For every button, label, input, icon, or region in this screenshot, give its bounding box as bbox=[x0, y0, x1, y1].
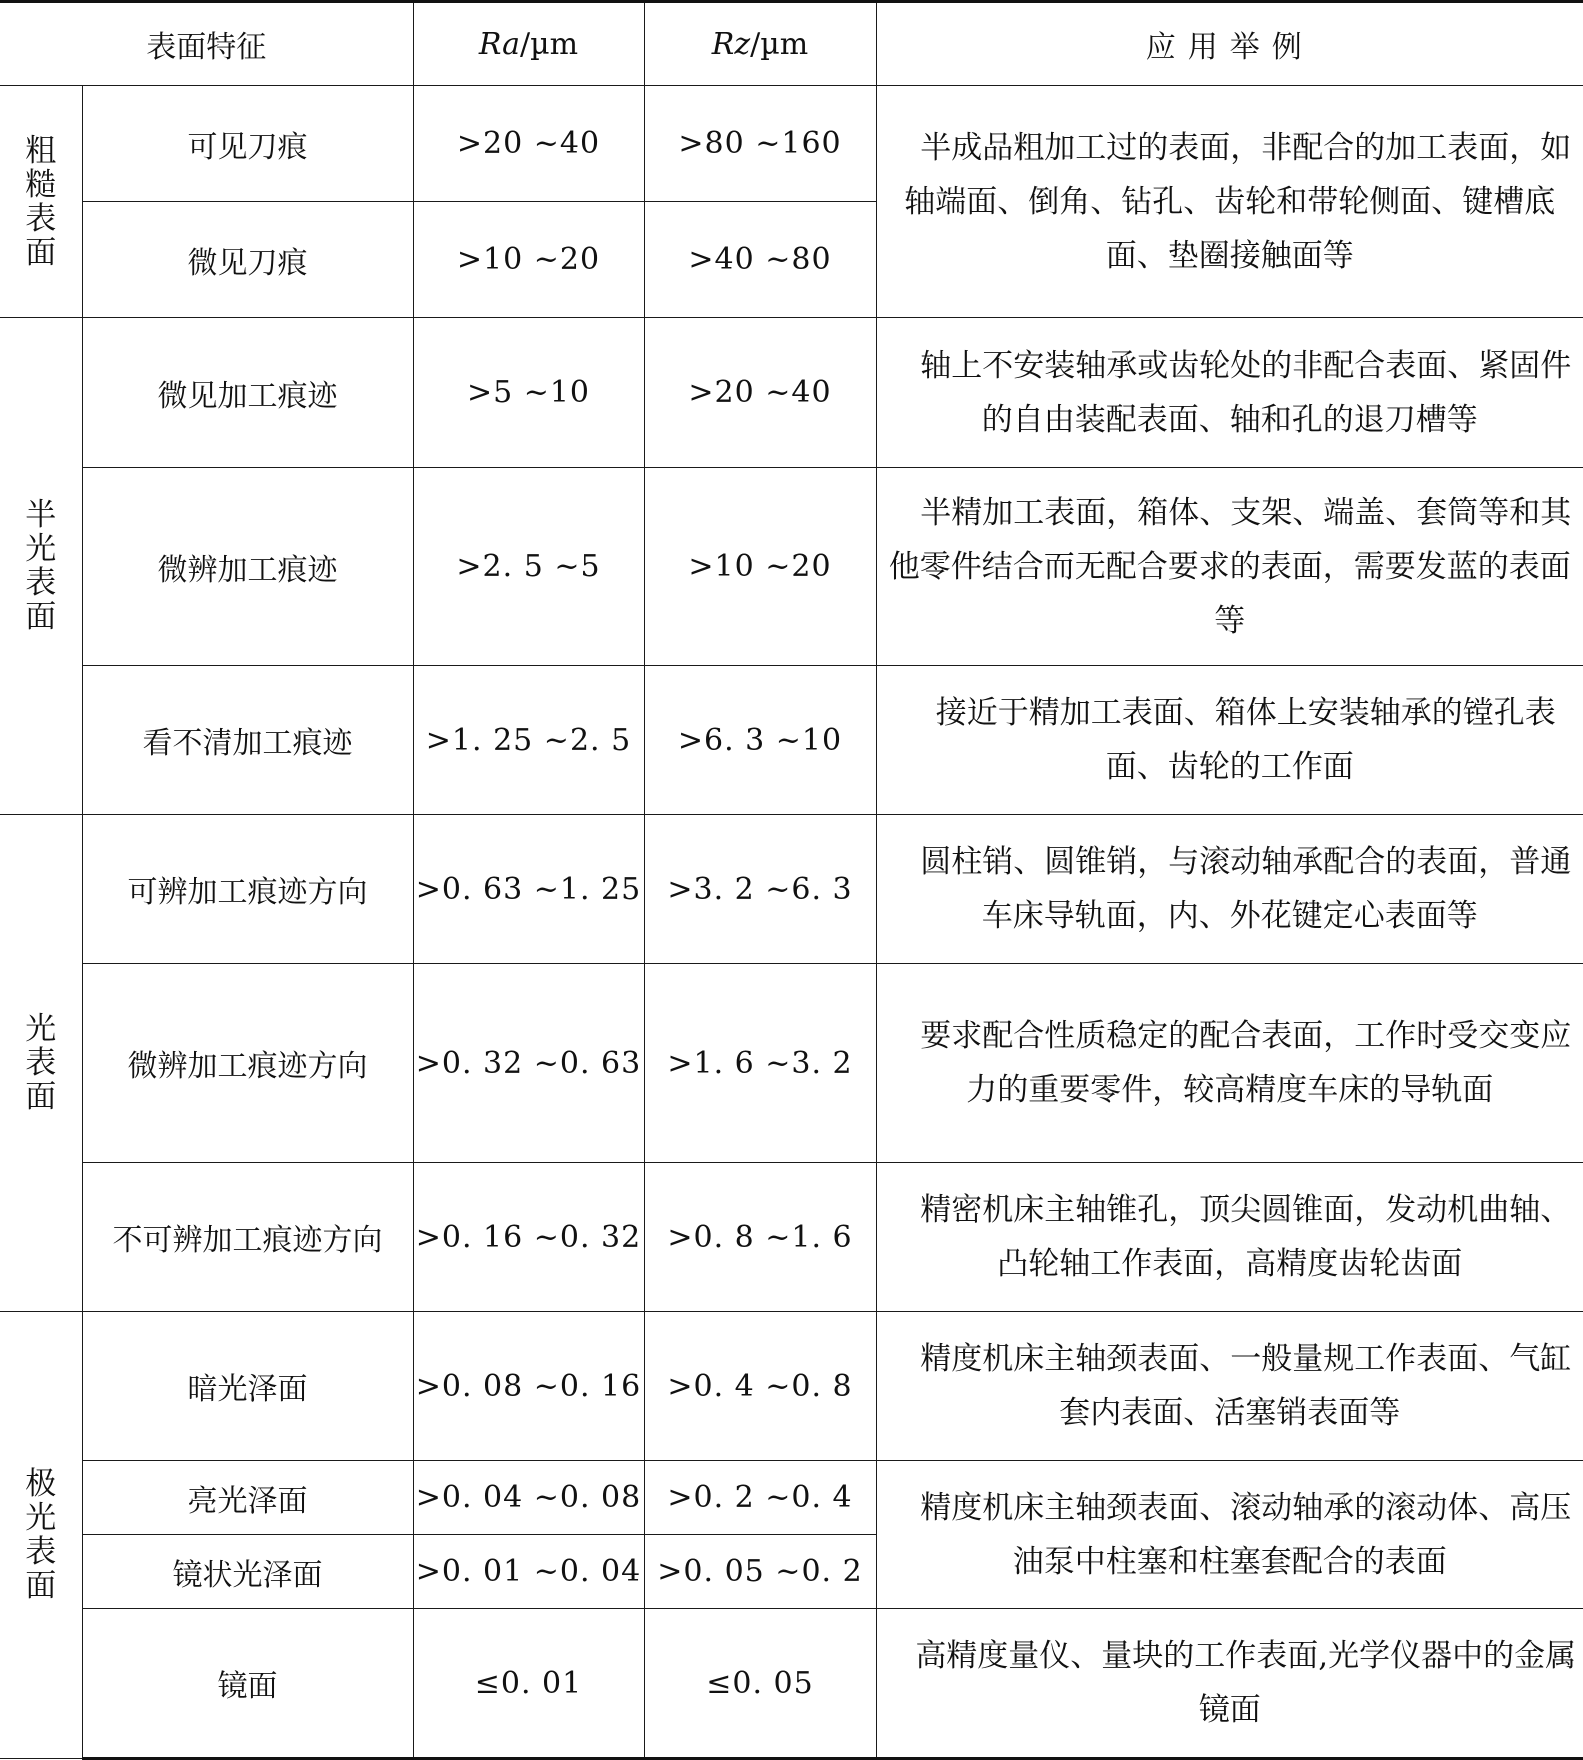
application-cell: 半精加工表面，箱体、支架、端盖、套筒等和其他零件结合而无配合要求的表面，需要发蓝的表面等 bbox=[876, 468, 1583, 666]
table-row bbox=[0, 964, 1583, 1163]
ra-cell: ≤0. 01 bbox=[413, 1609, 644, 1759]
ra-cell: >0. 16 ~0. 32 bbox=[413, 1163, 644, 1312]
feature-cell: 亮光泽面 bbox=[82, 1461, 413, 1535]
rz-cell: >6. 3 ~10 bbox=[644, 666, 876, 815]
application-cell: 精度机床主轴颈表面、滚动轴承的滚动体、高压油泵中柱塞和柱塞套配合的表面 bbox=[876, 1461, 1583, 1609]
ra-cell: >1. 25 ~2. 5 bbox=[413, 666, 644, 815]
table-row bbox=[0, 1609, 1583, 1759]
rz-cell: >0. 4 ~0. 8 bbox=[644, 1312, 876, 1461]
rz-cell: >0. 2 ~0. 4 bbox=[644, 1461, 876, 1535]
header-ra bbox=[413, 2, 644, 86]
application-cell: 高精度量仪、量块的工作表面,光学仪器中的金属镜面 bbox=[876, 1609, 1583, 1759]
header-application: 应用举例 bbox=[876, 2, 1583, 86]
table-row bbox=[0, 815, 1583, 964]
table-row bbox=[0, 1163, 1583, 1312]
rz-unit: /µm bbox=[750, 26, 809, 62]
ra-cell: >0. 01 ~0. 04 bbox=[413, 1535, 644, 1609]
table-header-row bbox=[0, 2, 1583, 86]
rz-cell: >80 ~160 bbox=[644, 86, 876, 202]
feature-cell: 微辨加工痕迹方向 bbox=[82, 964, 413, 1163]
header-rz bbox=[644, 2, 876, 86]
feature-cell: 看不清加工痕迹 bbox=[82, 666, 413, 815]
rz-cell: >1. 6 ~3. 2 bbox=[644, 964, 876, 1163]
ra-cell: >0. 32 ~0. 63 bbox=[413, 964, 644, 1163]
feature-cell: 不可辨加工痕迹方向 bbox=[82, 1163, 413, 1312]
group-label-rough: 粗糙表面 bbox=[0, 86, 82, 318]
feature-cell: 微见加工痕迹 bbox=[82, 318, 413, 468]
rz-cell: >3. 2 ~6. 3 bbox=[644, 815, 876, 964]
feature-cell: 可辨加工痕迹方向 bbox=[82, 815, 413, 964]
feature-cell: 微见刀痕 bbox=[82, 202, 413, 318]
feature-cell: 镜状光泽面 bbox=[82, 1535, 413, 1609]
application-cell: 要求配合性质稳定的配合表面，工作时受交变应力的重要零件，较高精度车床的导轨面 bbox=[876, 964, 1583, 1163]
ra-cell: >0. 08 ~0. 16 bbox=[413, 1312, 644, 1461]
application-cell: 轴上不安装轴承或齿轮处的非配合表面、紧固件的自由装配表面、轴和孔的退刀槽等 bbox=[876, 318, 1583, 468]
application-cell: 接近于精加工表面、箱体上安装轴承的镗孔表面、齿轮的工作面 bbox=[876, 666, 1583, 815]
header-feature: 表面特征 bbox=[0, 2, 413, 86]
rz-cell: >20 ~40 bbox=[644, 318, 876, 468]
application-cell: 精密机床主轴锥孔，顶尖圆锥面，发动机曲轴、凸轮轴工作表面，高精度齿轮齿面 bbox=[876, 1163, 1583, 1312]
feature-cell: 可见刀痕 bbox=[82, 86, 413, 202]
rz-cell: ≤0. 05 bbox=[644, 1609, 876, 1759]
group-label-mirror: 极光表面 bbox=[0, 1312, 82, 1759]
application-cell: 精度机床主轴颈表面、一般量规工作表面、气缸套内表面、活塞销表面等 bbox=[876, 1312, 1583, 1461]
table-row bbox=[0, 86, 1583, 202]
group-label-semi-bright: 半光表面 bbox=[0, 318, 82, 815]
feature-cell: 微辨加工痕迹 bbox=[82, 468, 413, 666]
ra-cell: >2. 5 ~5 bbox=[413, 468, 644, 666]
rz-cell: >0. 8 ~1. 6 bbox=[644, 1163, 876, 1312]
ra-cell: >5 ~10 bbox=[413, 318, 644, 468]
rz-cell: >10 ~20 bbox=[644, 468, 876, 666]
ra-unit: /µm bbox=[520, 26, 579, 62]
ra-cell: >0. 63 ~1. 25 bbox=[413, 815, 644, 964]
table-row bbox=[0, 468, 1583, 666]
application-cell: 半成品粗加工过的表面，非配合的加工表面，如轴端面、倒角、钻孔、齿轮和带轮侧面、键槽底面、垫圈接触面等 bbox=[876, 86, 1583, 318]
table-row bbox=[0, 318, 1583, 468]
rz-cell: >40 ~80 bbox=[644, 202, 876, 318]
table-row bbox=[0, 1312, 1583, 1461]
ra-cell: >20 ~40 bbox=[413, 86, 644, 202]
feature-cell: 暗光泽面 bbox=[82, 1312, 413, 1461]
table-row bbox=[0, 1461, 1583, 1535]
group-label-bright: 光表面 bbox=[0, 815, 82, 1312]
rz-symbol: Rz bbox=[711, 26, 751, 62]
ra-cell: >10 ~20 bbox=[413, 202, 644, 318]
rz-cell: >0. 05 ~0. 2 bbox=[644, 1535, 876, 1609]
ra-symbol: Ra bbox=[478, 26, 521, 62]
ra-cell: >0. 04 ~0. 08 bbox=[413, 1461, 644, 1535]
application-cell: 圆柱销、圆锥销，与滚动轴承配合的表面，普通车床导轨面，内、外花键定心表面等 bbox=[876, 815, 1583, 964]
feature-cell: 镜面 bbox=[82, 1609, 413, 1759]
table-row bbox=[0, 666, 1583, 815]
